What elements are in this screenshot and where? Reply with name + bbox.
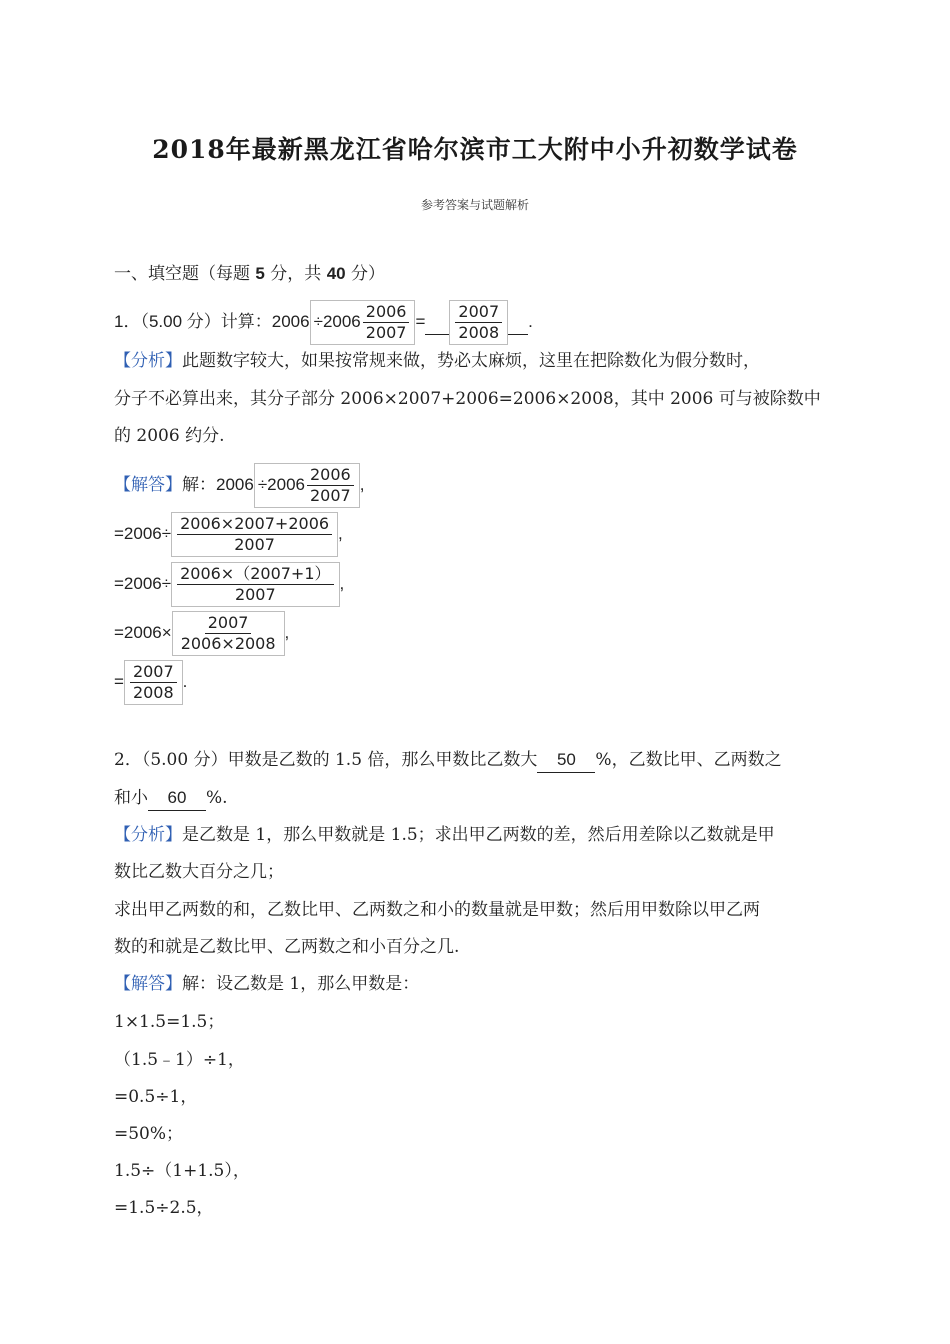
q1-solution-frac-den: 2007 [310, 486, 351, 505]
q1-solution-head [114, 463, 364, 508]
step-den: 2008 [132, 683, 174, 702]
section-mid: 分，共 [270, 264, 322, 284]
q1-step [114, 660, 187, 705]
q1-solution-fraction [307, 465, 354, 506]
step-fraction-box [124, 660, 183, 705]
q2-line2-a: 和小 [114, 788, 148, 808]
step-prefix: =2006÷ [114, 573, 172, 593]
q1-analysis-tag: 【分析】 [114, 351, 182, 371]
step-suffix: , [284, 622, 290, 642]
step-fraction [178, 613, 279, 654]
q1-fraction [363, 302, 410, 343]
q2-question-line-2 [114, 786, 228, 811]
step-den: 2007 [234, 585, 276, 604]
q1-solution-head-text: 解：2006 [182, 474, 254, 494]
q2-step: =50%； [114, 1124, 184, 1144]
q1-answer-fraction [455, 302, 502, 343]
step-num: 2006×（2007+1） [177, 564, 333, 585]
q1-analysis-line-1 [114, 349, 760, 373]
q1-equals: = [415, 311, 426, 331]
q1-solution-mixed [254, 463, 360, 508]
q2-step: =1.5÷2.5， [114, 1198, 214, 1218]
step-suffix: . [182, 671, 188, 691]
q2-solution-head-text: 解：设乙数是 1，那么甲数是： [182, 974, 420, 994]
step-prefix: = [114, 671, 124, 691]
q1-frac-den: 2007 [365, 323, 407, 342]
q2-step: 1.5÷（1+1.5）， [114, 1161, 250, 1181]
q2-solution-tag: 【解答】 [114, 974, 182, 994]
step-fraction [177, 514, 332, 555]
step-num: 2007 [205, 613, 252, 634]
section-prefix: 一、填空题（每题 [114, 264, 250, 284]
step-fraction-box [171, 512, 338, 557]
step-den: 2007 [234, 535, 275, 554]
step-suffix: , [339, 573, 345, 593]
page-title: 2018年最新黑龙江省哈尔滨市工大附中小升初数学试卷 [152, 135, 798, 164]
step-den: 2006×2008 [180, 634, 276, 653]
q1-head: 1．（5.00 分）计算：2006 [114, 311, 310, 331]
q2-line2-b: %. [206, 788, 228, 808]
section-header [114, 262, 385, 286]
q1-solution-tag: 【解答】 [114, 474, 182, 494]
q1-solution-whole: 2006 [267, 474, 305, 494]
q1-mixed-number [310, 300, 416, 345]
q1-analysis-line-2: 分子不必算出来，其分子部分 2006×2007+2006=2006×2008，其中 2006 可与被除数中 [114, 389, 821, 409]
step-num: 2007 [130, 662, 177, 683]
q1-solution-comma: , [359, 474, 365, 494]
q2-analysis-line-3: 求出甲乙两数的和，乙数比甲、乙两数之和小的数量就是甲数；然后用甲数除以甲乙两 [114, 900, 760, 920]
q2-question-line-1 [114, 748, 782, 773]
q2-blank-1: 50 [537, 748, 595, 773]
q2-analysis-tag: 【分析】 [114, 825, 182, 845]
q2-line1-b: %，乙数比甲、乙两数之 [595, 750, 782, 770]
q1-answer [449, 300, 508, 345]
step-fraction [177, 564, 333, 605]
step-fraction-box [172, 611, 285, 656]
q1-step [114, 611, 289, 656]
step-prefix: =2006× [114, 622, 172, 642]
section-per-score: 5 [255, 264, 265, 283]
page-subtitle: 参考答案与试题解析 [420, 198, 529, 212]
step-fraction-box [171, 562, 339, 607]
q1-solution-frac-num: 2006 [307, 465, 354, 486]
q1-step [114, 562, 344, 607]
q1-frac-num: 2006 [363, 302, 410, 323]
section-suffix: 分） [351, 264, 386, 284]
q2-line1-a: 2．（5.00 分）甲数是乙数的 1.5 倍，那么甲数比乙数大 [114, 750, 538, 770]
step-suffix: , [338, 523, 343, 543]
q1-answer-num: 2007 [455, 302, 502, 323]
step-num: 2006×2007+2006 [177, 514, 332, 535]
q1-analysis-line-3: 的 2006 约分. [114, 426, 225, 446]
step-prefix: =2006÷ [114, 523, 172, 543]
q2-analysis-text-1: 是乙数是 1，那么甲数就是 1.5；求出甲乙两数的差，然后用差除以乙数就是甲 [182, 825, 775, 845]
q1-step [114, 512, 343, 557]
section-total-score: 40 [326, 264, 346, 283]
q1-answer-den: 2008 [458, 323, 500, 342]
divide-sign: ÷ [313, 311, 323, 331]
q2-analysis-line-2: 数比乙数大百分之几； [114, 862, 284, 882]
q2-solution-head [114, 972, 419, 996]
q1-blank-right [508, 310, 528, 335]
q1-question [114, 300, 533, 345]
q2-blank-2: 60 [148, 786, 206, 811]
step-fraction [130, 662, 177, 703]
q2-analysis-line-1 [114, 823, 775, 847]
q1-analysis-text-1: 此题数字较大，如果按常规来做，势必太麻烦，这里在把除数化为假分数时， [182, 351, 760, 371]
q2-analysis-line-4: 数的和就是乙数比甲、乙两数之和小百分之几. [114, 937, 460, 957]
q2-step: =0.5÷1， [114, 1087, 198, 1107]
divide-sign: ÷ [257, 474, 268, 494]
q2-step: 1×1.5=1.5； [114, 1012, 225, 1032]
q1-blank-left [425, 310, 449, 335]
q1-whole: 2006 [322, 311, 361, 331]
q2-step: （1.5﹣1）÷1， [114, 1050, 245, 1070]
q1-end: . [528, 311, 533, 331]
